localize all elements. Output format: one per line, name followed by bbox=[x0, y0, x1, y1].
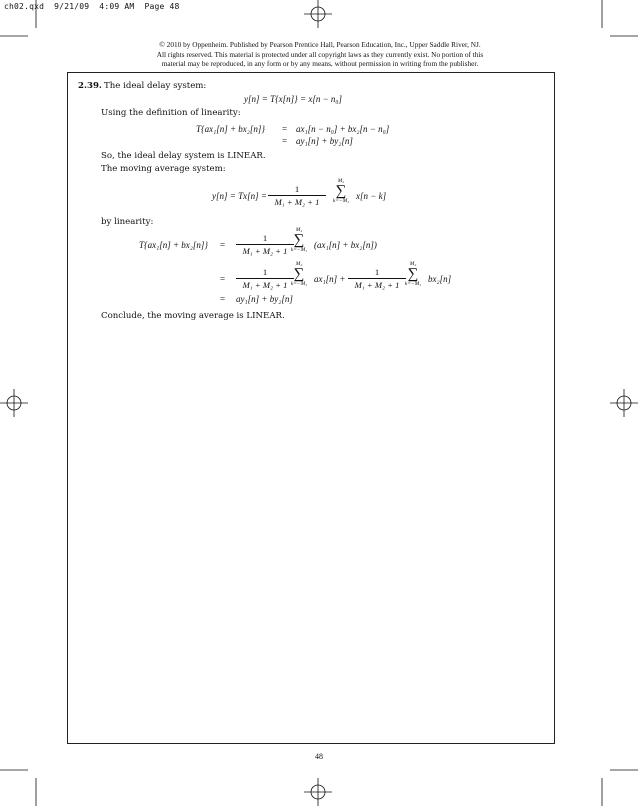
sigma-symbol: ∑ bbox=[293, 232, 305, 248]
fraction-denominator: M₁ + M₂ + 1 bbox=[274, 197, 320, 207]
equation-moving-average-rhs: x[n − k] bbox=[356, 191, 387, 201]
fraction bbox=[348, 267, 406, 290]
equals-sign: = bbox=[282, 136, 288, 146]
equation-ma-term: bx₂[n] bbox=[428, 274, 452, 284]
equals-sign: = bbox=[220, 274, 226, 284]
fraction-numerator: 1 bbox=[348, 267, 406, 279]
equation-ideal-delay: y[n] = T{x[n]} = x[n − n₀] bbox=[244, 94, 343, 104]
equation-ma-term: ax₁[n] + bbox=[314, 274, 346, 284]
copyright-line: © 2010 by Oppenheim. Published by Pearson Prentice Hall, Pearson Education, Inc., Upper Saddle River, NJ. bbox=[159, 40, 481, 49]
copyright-notice bbox=[140, 40, 500, 69]
sigma-symbol: ∑ bbox=[335, 183, 347, 199]
equation-linearity-rhs: ax₁[n − n₀] + bx₂[n − n₀] bbox=[296, 124, 390, 134]
equation-ma-linearity-lhs: T{ax₁[n] + bx₂[n]} bbox=[139, 240, 209, 250]
equation-ma-result: ay₁[n] + by₂[n] bbox=[236, 294, 293, 304]
delay-conclusion: So, the ideal delay system is LINEAR. bbox=[101, 151, 266, 161]
sigma-symbol: ∑ bbox=[407, 266, 419, 282]
moving-average-conclusion: Conclude, the moving average is LINEAR. bbox=[101, 311, 285, 321]
file-slug: ch02.qxd 9/21/09 4:09 AM Page 48 bbox=[4, 2, 180, 11]
equation-linearity-lhs: T{ax₁[n] + bx₂[n]} bbox=[196, 124, 266, 134]
summation bbox=[402, 261, 424, 287]
sum-upper-limit: M₂ bbox=[295, 261, 303, 267]
fraction bbox=[236, 233, 294, 256]
fraction-denominator: M₁ + M₂ + 1 bbox=[242, 246, 288, 256]
problem-intro: The ideal delay system: bbox=[104, 81, 207, 91]
fraction bbox=[268, 184, 326, 207]
equation-moving-average-lhs: y[n] = Tx[n] = bbox=[212, 191, 267, 201]
sum-upper-limit: M₂ bbox=[409, 261, 417, 267]
sum-upper-limit: M₂ bbox=[337, 178, 345, 184]
fraction-numerator: 1 bbox=[268, 184, 326, 196]
summation bbox=[288, 227, 310, 253]
copyright-line: All rights reserved. This material is protected under all copyright laws as they currently exist. No portion of this bbox=[156, 49, 484, 59]
fraction-numerator: 1 bbox=[236, 267, 294, 279]
fraction-denominator: M₁ + M₂ + 1 bbox=[354, 280, 400, 290]
equation-linearity-result: ay₁[n] + by₂[n] bbox=[296, 136, 353, 146]
problem-number: 2.39. bbox=[78, 81, 102, 91]
sigma-symbol: ∑ bbox=[293, 266, 305, 282]
equals-sign: = bbox=[220, 240, 226, 250]
sum-lower-limit: k=−M₁ bbox=[290, 247, 308, 253]
page-number: 48 bbox=[315, 752, 323, 761]
fraction bbox=[236, 267, 294, 290]
by-linearity-text: by linearity: bbox=[101, 217, 154, 227]
equation-ma-term: (ax₁[n] + bx₂[n]) bbox=[314, 240, 377, 250]
copyright-line: material may be reproduced, in any form or by any means, without permission in writing from the publisher. bbox=[161, 59, 479, 68]
sum-lower-limit: k=−M₁ bbox=[290, 281, 308, 287]
fraction-numerator: 1 bbox=[236, 233, 294, 245]
equals-sign: = bbox=[282, 124, 288, 134]
moving-average-intro: The moving average system: bbox=[101, 164, 226, 174]
definition-text: Using the definition of linearity: bbox=[101, 108, 241, 118]
summation bbox=[330, 178, 352, 204]
summation bbox=[288, 261, 310, 287]
equals-sign: = bbox=[220, 294, 226, 304]
sum-upper-limit: M₂ bbox=[295, 227, 303, 233]
sum-lower-limit: k=−M₁ bbox=[404, 281, 422, 287]
sum-lower-limit: k=−M₁ bbox=[332, 198, 350, 204]
fraction-denominator: M₁ + M₂ + 1 bbox=[242, 280, 288, 290]
